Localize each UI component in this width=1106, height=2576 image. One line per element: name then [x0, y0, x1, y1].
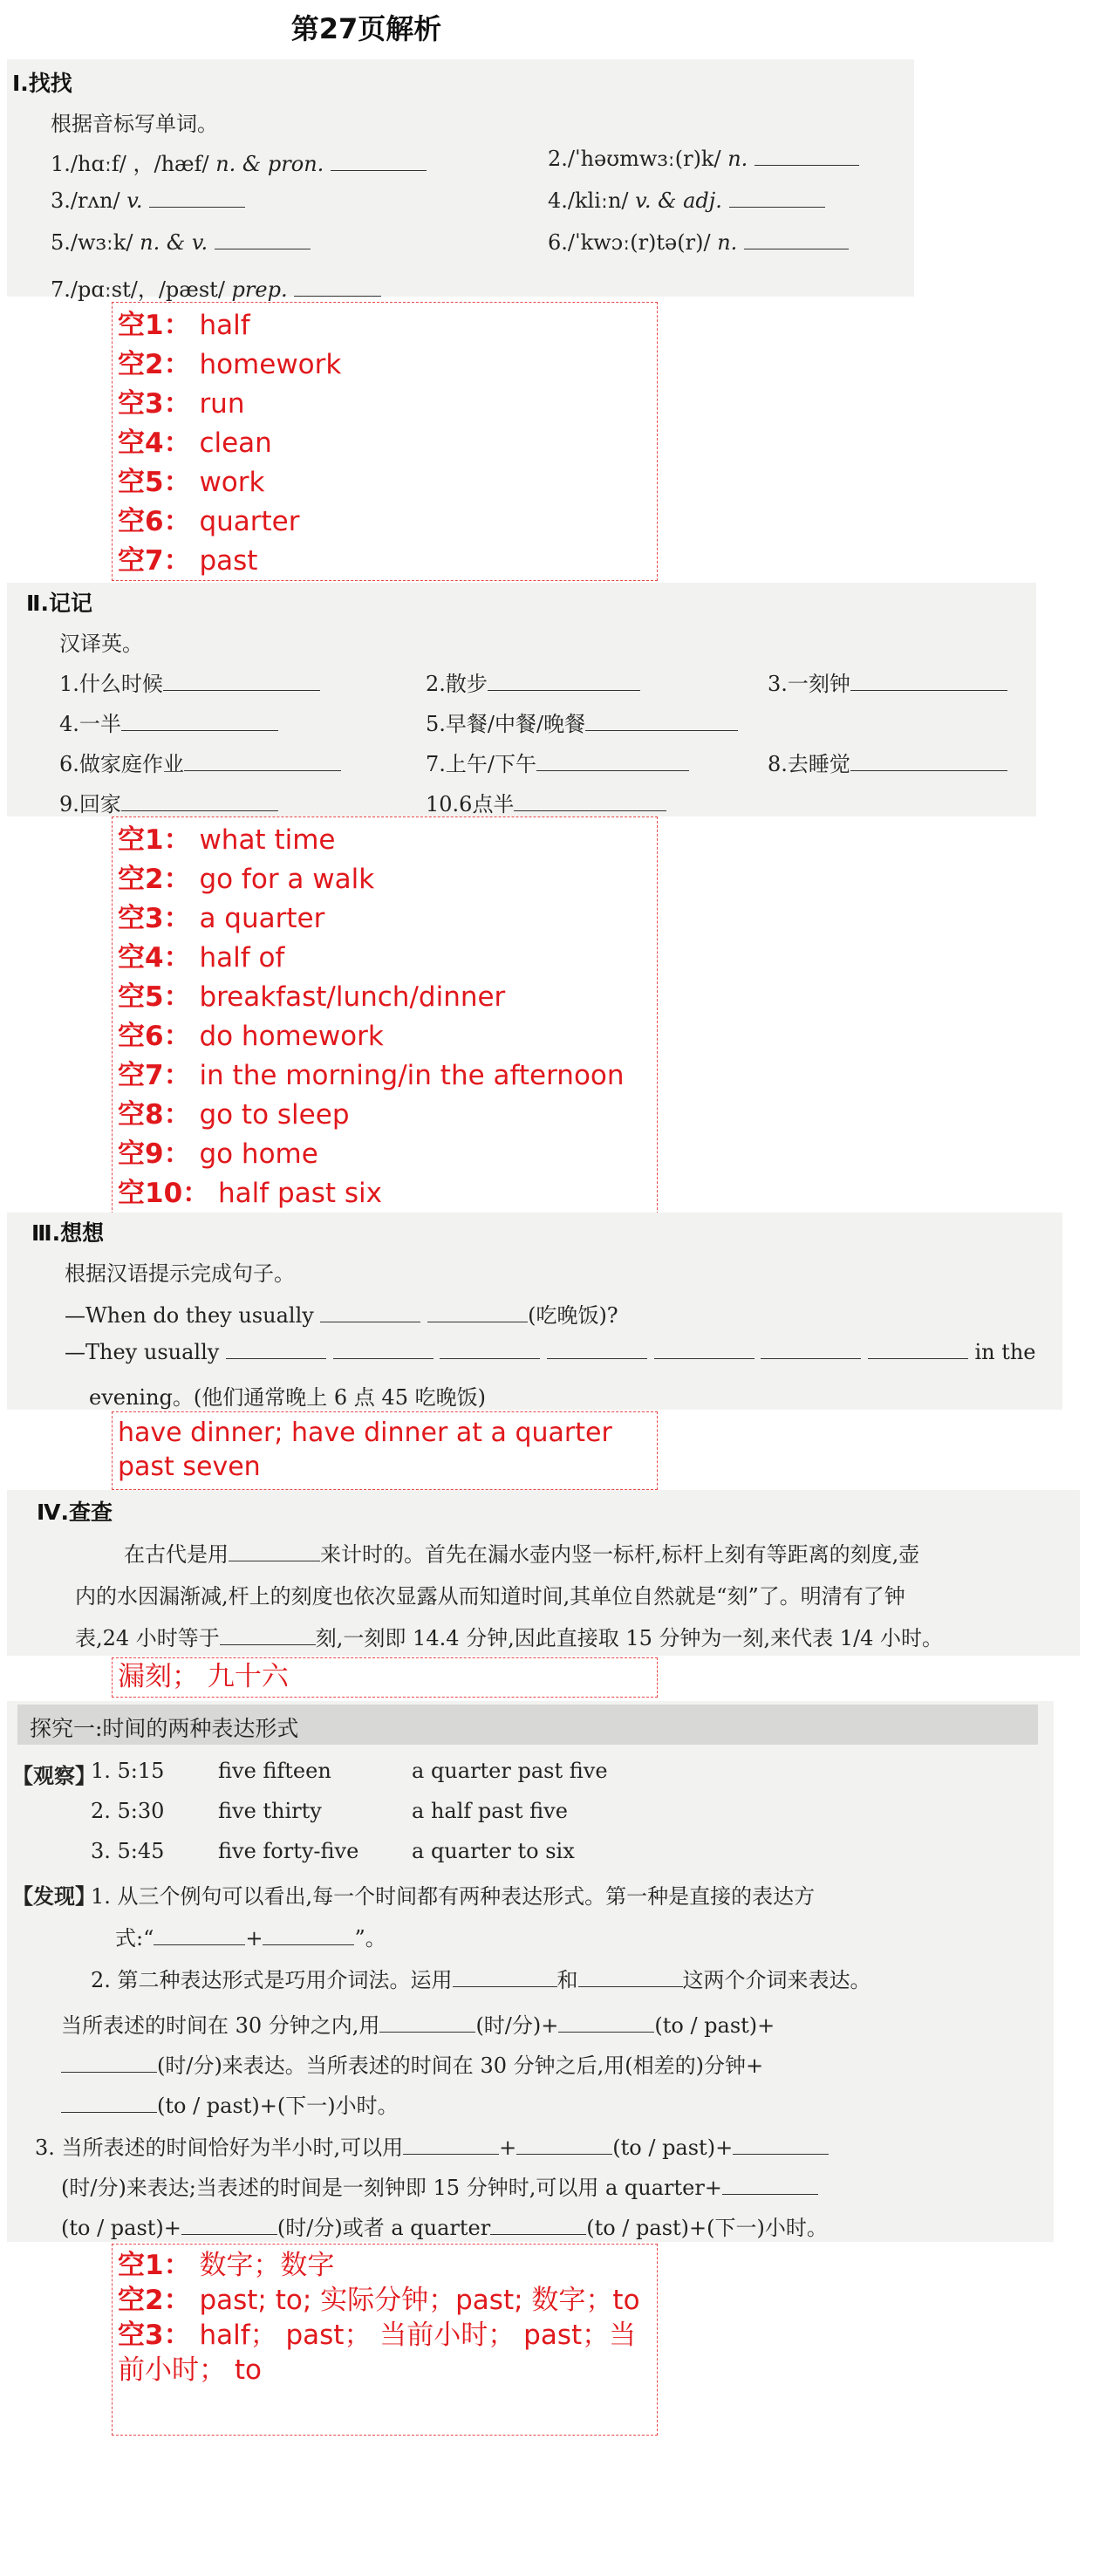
phrase-9: 9.回家: [59, 787, 278, 817]
phrase-5: 5.早餐/中餐/晚餐: [426, 707, 738, 737]
phrase-6: 6.做家庭作业: [59, 747, 341, 777]
discover-label: 【发现】: [12, 1883, 96, 1909]
answer-text: have dinner; have dinner at a quarter past seven: [118, 1418, 612, 1482]
explore-heading: 探究一:时间的两种表达形式: [30, 1716, 299, 1741]
answer-line: 空7： past: [118, 545, 258, 577]
page-title: 第27页解析: [290, 12, 442, 45]
question-3: 3./rʌn/ v.: [51, 188, 245, 213]
answer-line: 空1： half: [118, 310, 250, 341]
answer-box-3: [112, 1411, 658, 1490]
section-1-scan: [7, 59, 914, 297]
discover-line-3: 2. 第二种表达形式是巧用介词法。运用 和 这两个介词来表达。: [91, 1968, 871, 1992]
section-4-heading: Ⅳ.查查: [37, 1500, 113, 1525]
answer-line: 空5： work: [118, 467, 265, 498]
question-5: 5./wɜːk/ n. & v.: [51, 230, 311, 255]
explain-line-6: (to / past)+ (时/分)或者 a quarter (to / past)+(下一)小时。: [61, 2216, 828, 2240]
discover-line-2: 式:“ + ”。: [115, 1926, 386, 1951]
phrase-2: 2.散步: [426, 666, 640, 697]
answer-line: 空2： past; to; 实际分钟；past; 数字；to: [118, 2285, 640, 2316]
answer-line: 空7： in the morning/in the afternoon: [118, 1060, 625, 1091]
answer-line: 空1： what time: [118, 824, 336, 856]
phrase-10: 10.6点半: [426, 787, 666, 817]
phrase-1: 1.什么时候: [59, 666, 320, 697]
section-1-instruction: 根据音标写单词。: [51, 112, 218, 136]
answer-box-1: [112, 302, 658, 581]
section-2-instruction: 汉译英。: [59, 632, 143, 656]
observe-row-1: 1. 5:15 five fifteen a quarter past five: [91, 1759, 608, 1783]
observe-row-2: 2. 5:30 five thirty a half past five: [91, 1799, 568, 1823]
question-6: 6./ˈkwɔː(r)tə(r)/ n.: [548, 230, 849, 255]
section-2-scan: [7, 583, 1036, 817]
explain-line-1: 当所表述的时间在 30 分钟之内,用 (时/分)+ (to / past)+: [61, 2013, 775, 2038]
answer-line: 空6： quarter: [118, 506, 300, 537]
observe-label: 【观察】: [12, 1763, 96, 1788]
explain-line-3: (to / past)+(下一)小时。: [61, 2088, 399, 2119]
question-2: 2./ˈhəʊmwɜː(r)k/ n.: [548, 147, 859, 171]
answer-line: 空3： run: [118, 388, 245, 420]
question-4: 4./kliːn/ v. & adj.: [548, 188, 825, 213]
discover-line-1: 1. 从三个例句可以看出,每一个时间都有两种表达形式。第一种是直接的表达方: [91, 1884, 816, 1909]
question-1: 1./hɑːf/ ，/hæf/ n. & pron.: [51, 147, 427, 177]
explain-line-2: (时/分)来表达。当所表述的时间在 30 分钟之后,用(相差的)分钟+: [61, 2048, 763, 2079]
answer-line: 空8： go to sleep: [118, 1099, 350, 1131]
answer-line: 空2： homework: [118, 349, 342, 380]
answer-box-4: [112, 1657, 658, 1698]
answer-line: 空4： half of: [118, 942, 285, 974]
section-1-heading: Ⅰ.找找: [12, 71, 72, 96]
sentence-2: —They usually in the: [65, 1340, 1036, 1364]
section-2-heading: Ⅱ.记记: [26, 591, 92, 616]
answer-line: 空3： half； past； 当前小时； past；当前小时； to: [118, 2320, 637, 2386]
paragraph-line-2: 内的水因漏渐减,杆上的刻度也依次显露从而知道时间,其单位自然就是“刻”了。明清有了钟: [75, 1584, 905, 1609]
answer-line: 空4： clean: [118, 427, 272, 459]
phrase-8: 8.去睡觉: [768, 747, 1007, 777]
paragraph-line-1: 在古代是用 来计时的。首先在漏水壶内竖一标杆,标杆上刻有等距离的刻度,壶: [124, 1542, 920, 1567]
answer-line: 空6： do homework: [118, 1021, 384, 1052]
explain-line-5: (时/分)来表达;当表述的时间是一刻钟即 15 分钟时,可以用 a quarter+: [61, 2170, 818, 2201]
answer-line: 空9： go home: [118, 1138, 318, 1170]
sentence-3: evening。(他们通常晚上 6 点 45 吃晚饭): [89, 1385, 486, 1410]
explain-line-4: 3. 当所表述的时间恰好为半小时,可以用 + (to / past)+: [35, 2130, 829, 2161]
paragraph-line-3: 表,24 小时等于 刻,一刻即 14.4 分钟,因此直接取 15 分钟为一刻,来代表 1/4 小时。: [75, 1626, 944, 1650]
answer-line: 空5： breakfast/lunch/dinner: [118, 981, 506, 1013]
answer-text: 漏刻； 九十六: [118, 1661, 289, 1692]
answer-box-5: [112, 2244, 658, 2436]
answer-line: 空3： a quarter: [118, 903, 325, 934]
section-3-instruction: 根据汉语提示完成句子。: [65, 1261, 295, 1286]
observe-row-3: 3. 5:45 five forty-five a quarter to six: [91, 1839, 575, 1863]
answer-line: 空10： half past six: [118, 1178, 382, 1209]
answer-line: 空2： go for a walk: [118, 864, 375, 895]
sentence-1: —When do they usually (吃晚饭)?: [65, 1303, 618, 1328]
phrase-3: 3.一刻钟: [768, 666, 1007, 697]
question-7: 7./pɑːst/，/pæst/ prep.: [51, 272, 381, 303]
answer-line: 空1： 数字；数字: [118, 2250, 335, 2281]
section-3-heading: Ⅲ.想想: [31, 1220, 105, 1246]
phrase-7: 7.上午/下午: [426, 747, 689, 777]
phrase-4: 4.一半: [59, 707, 278, 737]
answer-box-2: [112, 817, 658, 1214]
